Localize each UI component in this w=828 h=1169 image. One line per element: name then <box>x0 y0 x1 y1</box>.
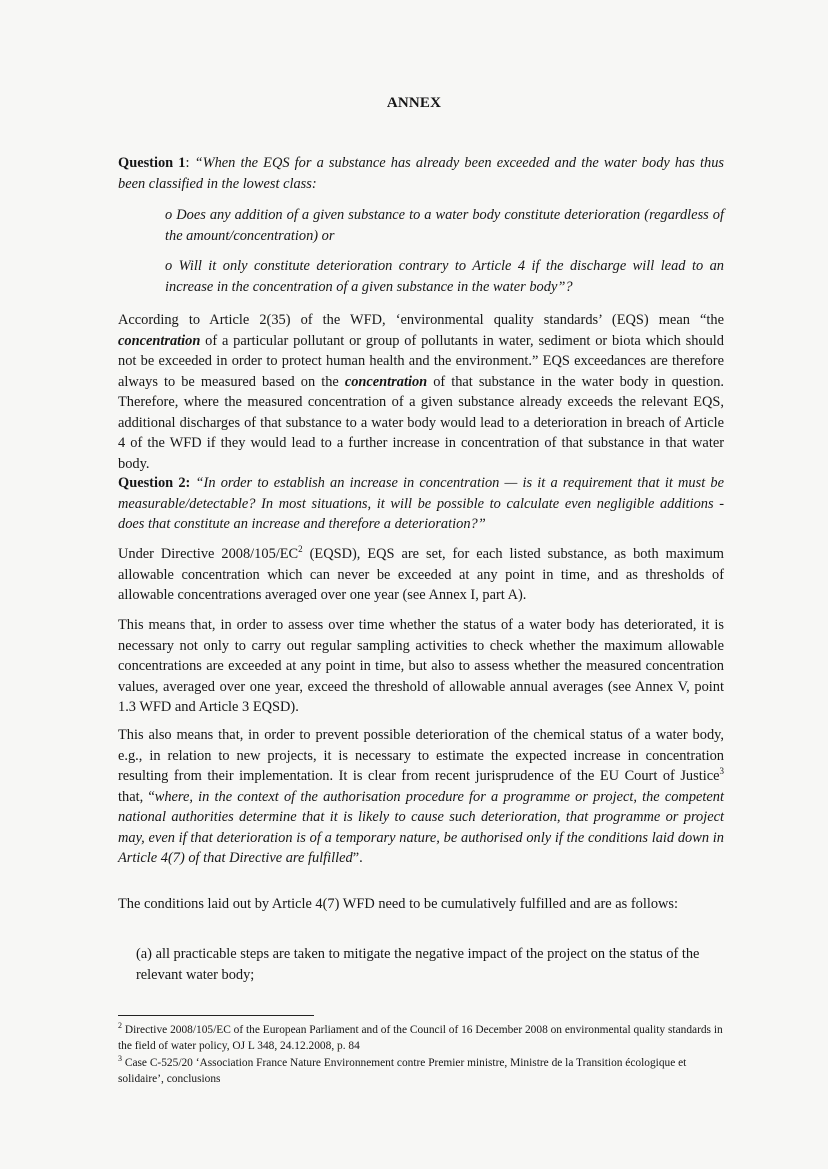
question-1-text: “When the EQS for a substance has already been exceeded and the water body has thus been classified in the lowest class: <box>118 155 724 192</box>
emphasis-concentration: concentration <box>344 373 428 390</box>
paragraph-eqsd: Under Directive $2008/105/EC^2$ (EQSD), EQS are set, for each listed substance, as both maximum allowable concentration which can never be exceeded at any point in time, and as thresholds of allowable concentrations averaged over one year (see Annex I, part A). <box>118 544 724 603</box>
footnote-separator <box>118 1015 314 1016</box>
question-1-label: Question 1 <box>118 155 186 171</box>
question-1-colon: : <box>185 155 195 171</box>
page-heading: ANNEX <box>386 95 442 111</box>
footnote-ref-3[interactable]: 3 <box>719 766 724 777</box>
question-2 <box>118 473 724 535</box>
paragraph-assessment: This means that, in order to assess over time whether the status of a water body has deteriorated, it is necessary not only to carry out regular sampling activities to check whether the maximum allowable concentrations are exceeded at any point in time, but also to assess whether the measured concentration values, averaged over one year, exceed the threshold of allowable annual averages (see Annex V, point 1.3 WFD and Article 3 EQSD). <box>118 617 724 715</box>
question-1-option-b: o Will it only constitute deterioration contrary to Article 4 if the discharge will lead to an increase in the concentration of a given substance in the water body”? <box>165 258 724 295</box>
paragraph-conditions: The conditions laid out by Article 4(7) WFD need to be cumulatively fulfilled and are as follows: <box>118 896 679 912</box>
question-2-text: “In order to establish an increase in concentration — is it a requirement that it must be measurable/detectable? In most situations, it will be possible to calculate even negligible additions - does that constitute an increase and therefore a deterioration?” <box>118 475 724 532</box>
footnote-2: $^2$ Directive 2008/105/EC of the European Parliament and of the Council of 16 December 2008 on environmental quality standards in the field of water policy, OJ L 348, 24.12.2008, p. 84 <box>118 1021 723 1053</box>
court-quote: where, in the context of the authorisation procedure for a programme or project, the competent national authorities determine that it is likely to cause such deterioration, that programme or project may, even if that deterioration is of a temporary nature, be authorised only if the conditions laid down in Article 4(7) of that Directive are fulfilled <box>118 788 724 866</box>
question-1-option-a: o Does any addition of a given substance to a water body constitute deterioration (regardless of the amount/concentration) or <box>165 207 724 244</box>
footnote-ref-2[interactable]: 2 <box>298 544 303 555</box>
question-1 <box>118 153 724 194</box>
question-2-label: Question 2: <box>118 475 191 491</box>
paragraph-prevention: This also means that, in order to prevent possible deterioration of the chemical status of a water body, e.g., in relation to new projects, it is necessary to estimate the expected increase in concentration resulting from their implementation. It is clear from recent jurisprudence of the EU Court of Justice$^3$ that, “where, in the context of the authorisation procedure for a programme or project, the competent national authorities determine that it is likely to cause such deterioration, that programme or project may, even if that deterioration is of a temporary nature, be authorised only if the conditions laid down in Article 4(7) of that Directive are fulfilled”. <box>118 727 724 866</box>
paragraph-eqs-definition: According to Article 2(35) of the WFD, ‘environmental quality standards’ (EQS) mean “the concentration of a particular pollutant or group of pollutants in water, sediment or biota which should not be exceeded in order to protect human health and the environment.” EQS exceedances are therefore always to be measured based on the concentration of that substance in the water body in question. Therefore, where the measured concentration of a given substance already exceeds the relevant EQS, additional discharges of that substance to a water body would lead to a deterioration in breach of Article 4 of the WFD if they would lead to a further increase in concentration of that substance in that water body. <box>118 312 724 472</box>
condition-a: (a) all practicable steps are taken to mitigate the negative impact of the project on the status of the relevant water body; <box>136 946 700 983</box>
emphasis-concentration: concentration <box>118 332 201 349</box>
footnote-3: $^3$ Case C-525/20 ‘Association France Nature Environnement contre Premier ministre, Ministre de la Transition écologique et solidaire’, conclusions <box>118 1054 687 1086</box>
